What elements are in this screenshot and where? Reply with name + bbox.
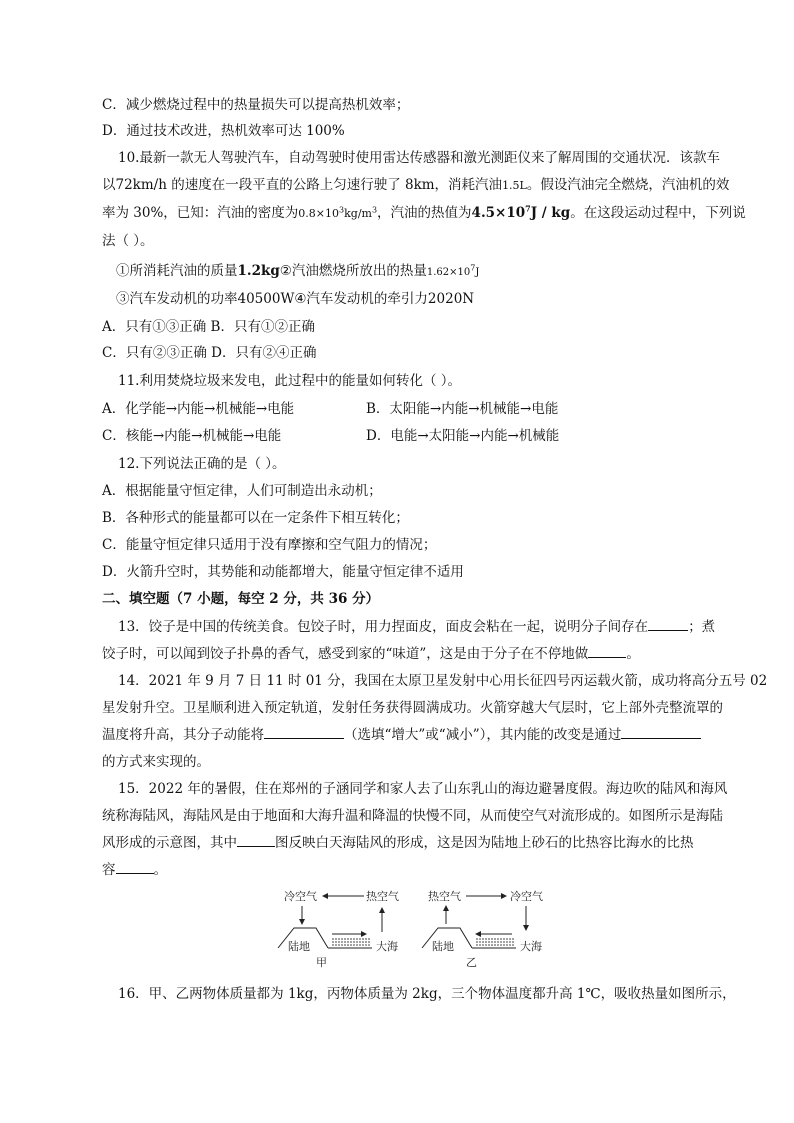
q15-text: 风形成的示意图，其中	[102, 835, 237, 851]
q12-option-a: A．根据能量守恒定律，人们可制造出永动机；	[102, 483, 382, 499]
figure-panel-yi	[422, 889, 543, 969]
figure-panel-jia	[278, 889, 399, 969]
fig-jia-cold-air-label: 冷空气	[284, 890, 317, 903]
q14-line3	[102, 726, 701, 744]
q10-density	[298, 207, 377, 220]
q12-option-d: D．火箭升空时，其势能和动能都增大，能量守恒定律不适用	[102, 564, 464, 580]
q10-volume: 1.5L	[502, 179, 527, 192]
q10-s1-mass: 1.2kg	[237, 263, 280, 279]
fig-yi-caption: 乙	[466, 956, 477, 969]
fig-jia-caption: 甲	[316, 956, 327, 969]
q14-line2: 星发射升空。卫星顺利进入预定轨道，发射任务获得圆满成功。火箭穿越大气层时，它上部外壳整流罩的	[102, 700, 723, 716]
q15-blank-2[interactable]	[116, 861, 154, 874]
fig-yi-sea-label: 大海	[520, 940, 542, 953]
q13-line2	[102, 645, 640, 663]
q10-s2-heat-base: 1.62×10	[426, 267, 471, 278]
q10-heat-exp: 7	[525, 203, 531, 214]
q14-text: 温度将升高，其分子动能将	[102, 727, 264, 743]
q13-text: 饺子时，可以闻到饺子扑鼻的香气，感受到家的“味道”，这是由于分子在不停地做	[102, 646, 589, 662]
q11-option-b: B．太阳能→内能→机械能→电能	[366, 401, 559, 417]
q14-line4: 的方式来实现的。	[102, 754, 210, 770]
fig-jia-land-label: 陆地	[288, 940, 310, 953]
q12-stem: 12.下列说法正确的是（ ）。	[118, 456, 286, 472]
q12-option-c: C．能量守恒定律只适用于没有摩擦和空气阻力的情况；	[102, 537, 437, 553]
q13-text: 13．饺子是中国的传统美食。包饺子时，用力捏面皮，面皮会粘在一起，说明分子间存在	[118, 619, 649, 635]
q15-text: 。	[153, 862, 167, 878]
q10-stem-line2	[102, 176, 729, 195]
q10-statement-1-2	[116, 262, 479, 282]
q10-density-base: 0.8×10	[298, 207, 340, 220]
fig-jia-hot-air-label: 热空气	[366, 890, 399, 903]
q11-option-c: C．核能→内能→机械能→电能	[102, 428, 282, 444]
fig-yi-cold-air-label: 冷空气	[510, 890, 543, 903]
q10-s2-heat	[426, 263, 480, 278]
fig-yi-hot-air-label: 热空气	[428, 890, 461, 903]
q11-stem: 11.利用焚烧垃圾来发电，此过程中的能量如何转化（ ）。	[118, 373, 462, 389]
q15-line1: 15．2022 年的暑假，住在郑州的子涵同学和家人去了山东乳山的海边避暑度假。海边吹的陆风和海风	[118, 781, 728, 797]
q15-text: 图反映白天海陆风的形成，这是因为陆地上砂石的比热容比海水的比热	[275, 835, 694, 851]
q15-text: 容	[102, 862, 116, 878]
q11-option-a: A．化学能→内能→机械能→电能	[102, 401, 295, 417]
q10-text: 。假设汽油完全燃烧，汽油机的效	[526, 177, 730, 193]
q14-blank-1[interactable]	[264, 726, 344, 739]
q15-line3	[102, 834, 694, 852]
q13-line1	[118, 618, 715, 636]
q13-text: 。	[626, 646, 640, 662]
q15-line2: 统称海陆风，海陆风是由于地面和大海升温和降温的快慢不同，从而使空气对流形成的。如图所示是海陆	[102, 808, 723, 824]
q15-blank-1[interactable]	[237, 834, 275, 847]
fig-yi-sea-waves	[476, 939, 514, 945]
q14-text: （选填“增大”或“减小”），其内能的改变是通过	[344, 727, 622, 743]
section-heading-fill-blank: 二、填空题（7 小题，每空 2 分，共 36 分）	[102, 591, 380, 607]
q10-stem-line1: 10.最新一款无人驾驶汽车，自动驾驶时使用雷达传感器和激光测距仪来了解周围的交通状况．该款车	[118, 150, 720, 166]
q10-text: 。在这段运动过程中，下列说	[570, 205, 746, 221]
q13-blank-1[interactable]	[648, 618, 688, 631]
q10-s2-text: ②汽油燃烧所放出的热量	[279, 263, 427, 279]
fig-jia-sea-label: 大海	[376, 940, 398, 953]
q12-option-b: B．各种形式的能量都可以在一定条件下相互转化；	[102, 510, 409, 526]
q16-line1: 16．甲、乙两物体质量都为 1kg，丙物体质量为 2kg，三个物体温度都升高 1℃，吸收热量如图所示，	[118, 986, 736, 1002]
q10-stem-line3	[102, 204, 746, 223]
q10-heat-unit: J / kg	[530, 205, 571, 221]
q10-s2-heat-exp: 7	[470, 263, 476, 273]
q10-statement-3-4: ③汽车发动机的功率40500W④汽车发动机的牵引力2020N	[116, 291, 475, 307]
q10-density-exp: 3	[339, 205, 345, 215]
q10-stem-line4: 法（ ）。	[102, 233, 154, 249]
fig-jia-sea-waves	[332, 939, 370, 945]
q10-density-unit: kg/m	[344, 207, 372, 220]
q10-option-ab: A．只有①③正确 B．只有①②正确	[102, 319, 315, 335]
q9-option-d: D．通过技术改进，热机效率可达 100%	[102, 123, 345, 139]
q14-line1: 14．2021 年 9 月 7 日 11 时 01 分，我国在太原卫星发射中心用长征四号丙运载火箭，成功将高分五号 02	[118, 673, 768, 689]
q10-heat-base: 4.5×10	[471, 205, 526, 221]
q10-density-unit-exp: 3	[371, 205, 378, 215]
q10-s1-text: ①所消耗汽油的质量	[116, 263, 238, 279]
q9-option-c: C．减少燃烧过程中的热量损失可以提高热机效率；	[102, 97, 410, 113]
q11-option-d: D．电能→太阳能→内能→机械能	[366, 428, 560, 444]
sea-land-breeze-figure	[270, 884, 560, 974]
q10-heat-value	[472, 205, 571, 221]
q10-s2-heat-unit: J	[475, 267, 480, 278]
q10-text: 率为 30%，已知：汽油的密度为	[102, 205, 299, 221]
fig-yi-land-label: 陆地	[432, 940, 454, 953]
q13-blank-2[interactable]	[588, 645, 626, 658]
q13-text: ；煮	[688, 619, 716, 635]
q10-text: ，汽油的热值为	[377, 205, 472, 221]
q10-option-cd: C．只有②③正确 D．只有②④正确	[102, 345, 317, 361]
q14-blank-2[interactable]	[621, 726, 701, 739]
q15-line4	[102, 861, 167, 879]
q10-text: 以72km/h 的速度在一段平直的公路上匀速行驶了 8km，消耗汽油	[102, 177, 503, 193]
